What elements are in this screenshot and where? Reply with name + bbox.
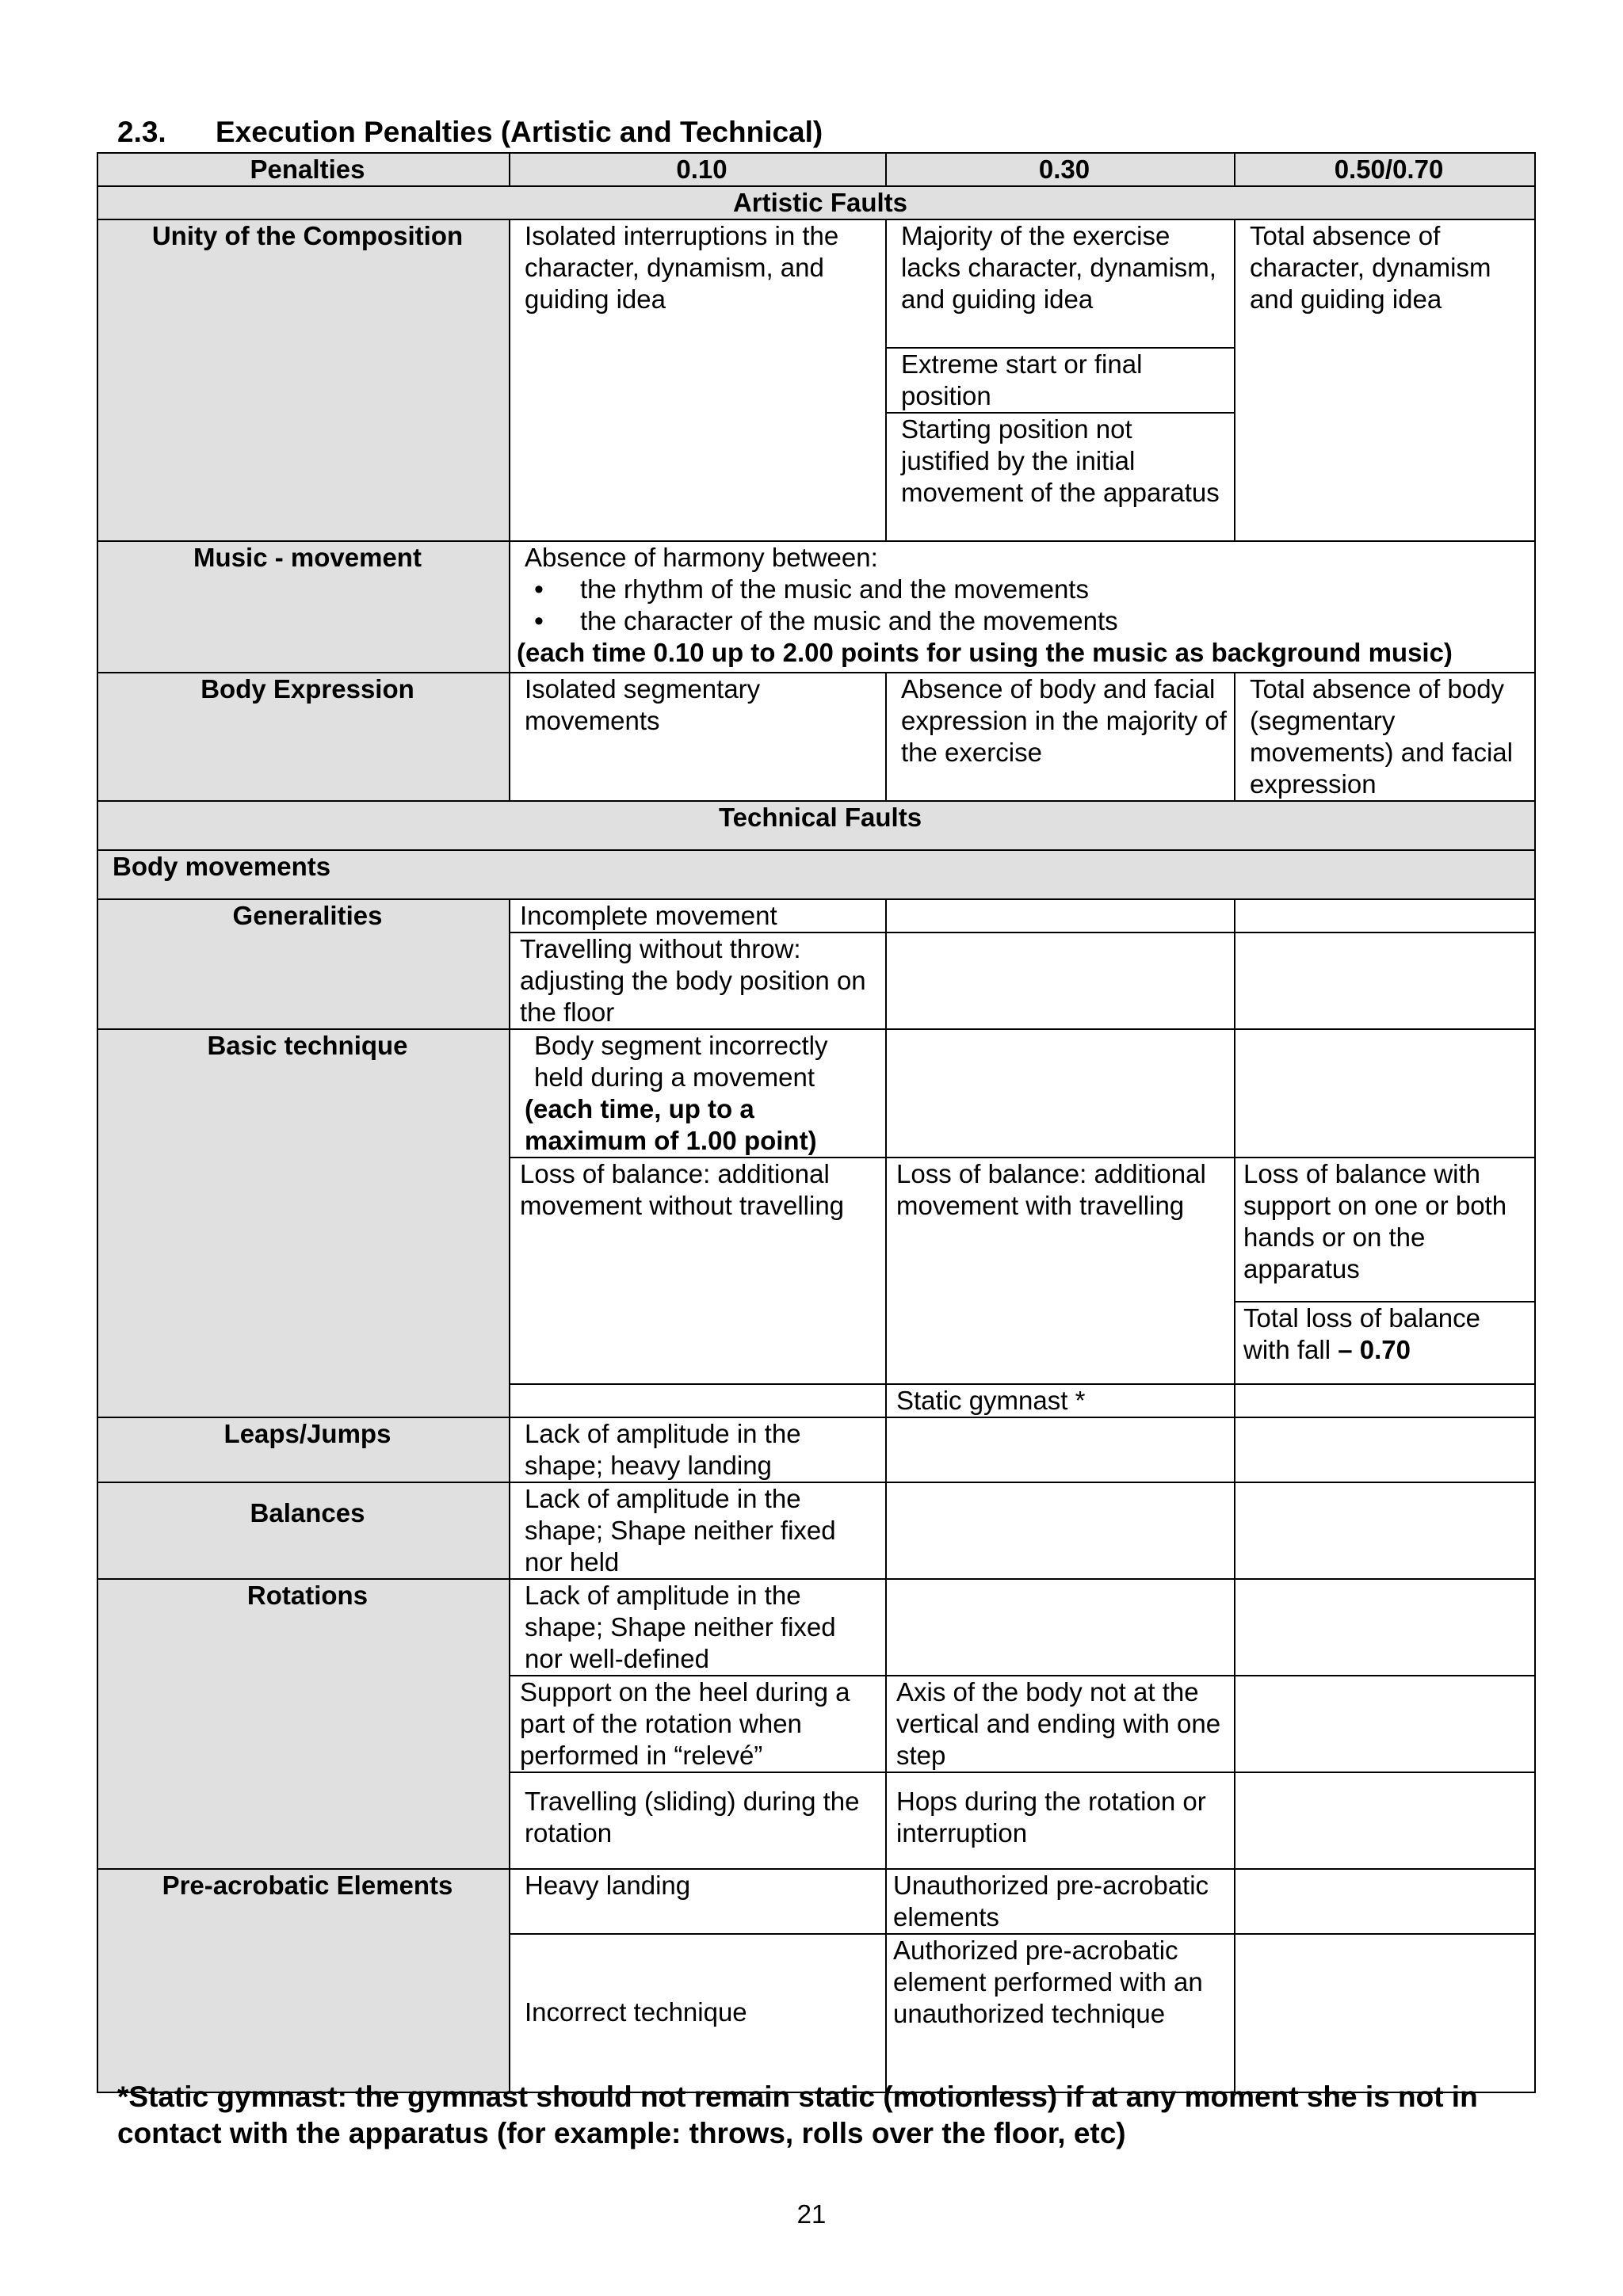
basic-static-050 [1235, 1384, 1535, 1417]
basic-segment-050 [1235, 1029, 1535, 1158]
preacro-unauthorized-050 [1235, 1869, 1535, 1934]
basic-segment-note: (each time, up to a maximum of 1.00 point) [525, 1094, 817, 1155]
rotations-axis: Axis of the body not at the vertical and ending with one step [886, 1676, 1235, 1772]
generalities-travelling-050 [1235, 933, 1535, 1029]
music-bullet-rhythm: • the rhythm of the music and the movements [517, 574, 1528, 605]
body-expression-030: Absence of body and facial expression in the majority of the exercise [886, 673, 1235, 801]
body-expression-050: Total absence of body (segmentary movements) and facial expression [1235, 673, 1535, 801]
preacro-unauthorized: Unauthorized pre-acrobatic elements [886, 1869, 1235, 1934]
rotations-sliding: Travelling (sliding) during the rotation [510, 1772, 886, 1869]
artistic-faults-title: Artistic Faults [97, 186, 1535, 219]
basic-segment-text: Body segment incorrectly held during a movement [534, 1031, 828, 1092]
category-unity: Unity of the Composition [97, 219, 510, 541]
category-preacrobatic: Pre-acrobatic Elements [97, 1869, 510, 2092]
basic-balance-030: Loss of balance: additional movement with travelling [886, 1158, 1235, 1384]
unity-050: Total absence of character, dynamism and guiding idea [1235, 219, 1535, 541]
category-basic-technique: Basic technique [97, 1029, 510, 1417]
page-number: 21 [796, 2199, 827, 2229]
basic-segment [510, 1029, 886, 1158]
generalities-travelling-030 [886, 933, 1235, 1029]
unity-030-majority: Majority of the exercise lacks character, dynamism, and guiding idea [886, 219, 1235, 348]
generalities-incomplete-030 [886, 899, 1235, 933]
preacro-authorized: Authorized pre-acrobatic element performed with an unauthorized technique [886, 1934, 1235, 2092]
unity-030-starting: Starting position not justified by the initial movement of the apparatus [886, 413, 1235, 541]
balances-050 [1235, 1482, 1535, 1579]
section-number: 2.3. [117, 116, 166, 148]
basic-fall [1235, 1302, 1535, 1384]
rotations-axis-050 [1235, 1676, 1535, 1772]
category-leaps-jumps: Leaps/Jumps [97, 1417, 510, 1482]
music-bullet-list [517, 574, 1528, 637]
category-generalities: Generalities [97, 899, 510, 1029]
section-heading [117, 116, 823, 149]
header-050: 0.50/0.70 [1235, 153, 1535, 186]
basic-balance-050: Loss of balance with support on one or both hands or on the apparatus [1235, 1158, 1535, 1302]
music-note: (each time 0.10 up to 2.00 points for using the music as background music) [517, 638, 1453, 667]
music-intro: Absence of harmony between: [525, 543, 878, 572]
unity-010: Isolated interruptions in the character, dynamism, and guiding idea [510, 219, 886, 541]
basic-static: Static gymnast * [886, 1384, 1235, 1417]
rotations-amplitude-050 [1235, 1579, 1535, 1676]
basic-segment-030 [886, 1029, 1235, 1158]
basic-static-010 [510, 1384, 886, 1417]
basic-fall-value: – 0.70 [1338, 1335, 1411, 1364]
music-description [510, 541, 1535, 673]
leaps-050 [1235, 1417, 1535, 1482]
section-title: Execution Penalties (Artistic and Technical) [216, 116, 823, 148]
category-balances: Balances [97, 1482, 510, 1579]
music-bullet-character: • the character of the music and the movements [517, 605, 1528, 637]
generalities-incomplete-050 [1235, 899, 1535, 933]
balances-010: Lack of amplitude in the shape; Shape neither fixed nor held [510, 1482, 886, 1579]
rotations-hops: Hops during the rotation or interruption [886, 1772, 1235, 1869]
balances-030 [886, 1482, 1235, 1579]
basic-balance-010: Loss of balance: additional movement without travelling [510, 1158, 886, 1384]
rotations-heel: Support on the heel during a part of the rotation when performed in “relevé” [510, 1676, 886, 1772]
category-body-expression: Body Expression [97, 673, 510, 801]
body-movements-title: Body movements [97, 850, 1535, 899]
header-penalties: Penalties [97, 153, 510, 186]
rotations-hops-050 [1235, 1772, 1535, 1869]
preacro-authorized-050 [1235, 1934, 1535, 2092]
body-expression-010: Isolated segmentary movements [510, 673, 886, 801]
category-rotations: Rotations [97, 1579, 510, 1869]
unity-030-extreme: Extreme start or final position [886, 348, 1235, 413]
static-gymnast-footnote: *Static gymnast: the gymnast should not remain static (motionless) if at any moment she is not in contact with the apparatus (for example: throws, rolls over the floor, etc) [117, 2081, 1478, 2149]
generalities-incomplete: Incomplete movement [510, 899, 886, 933]
leaps-030 [886, 1417, 1235, 1482]
rotations-amplitude: Lack of amplitude in the shape; Shape neither fixed nor well-defined [510, 1579, 886, 1676]
header-030: 0.30 [886, 153, 1235, 186]
generalities-travelling: Travelling without throw: adjusting the body position on the floor [510, 933, 886, 1029]
preacro-heavy: Heavy landing [510, 1869, 886, 1934]
rotations-amplitude-030 [886, 1579, 1235, 1676]
penalties-table [97, 152, 1536, 2093]
technical-faults-title: Technical Faults [97, 801, 1535, 850]
preacro-incorrect: Incorrect technique [510, 1934, 886, 2092]
leaps-010: Lack of amplitude in the shape; heavy landing [510, 1417, 886, 1482]
category-music: Music - movement [97, 541, 510, 673]
basic-fall-text: Total loss of balance with fall [1243, 1303, 1481, 1364]
header-010: 0.10 [510, 153, 886, 186]
